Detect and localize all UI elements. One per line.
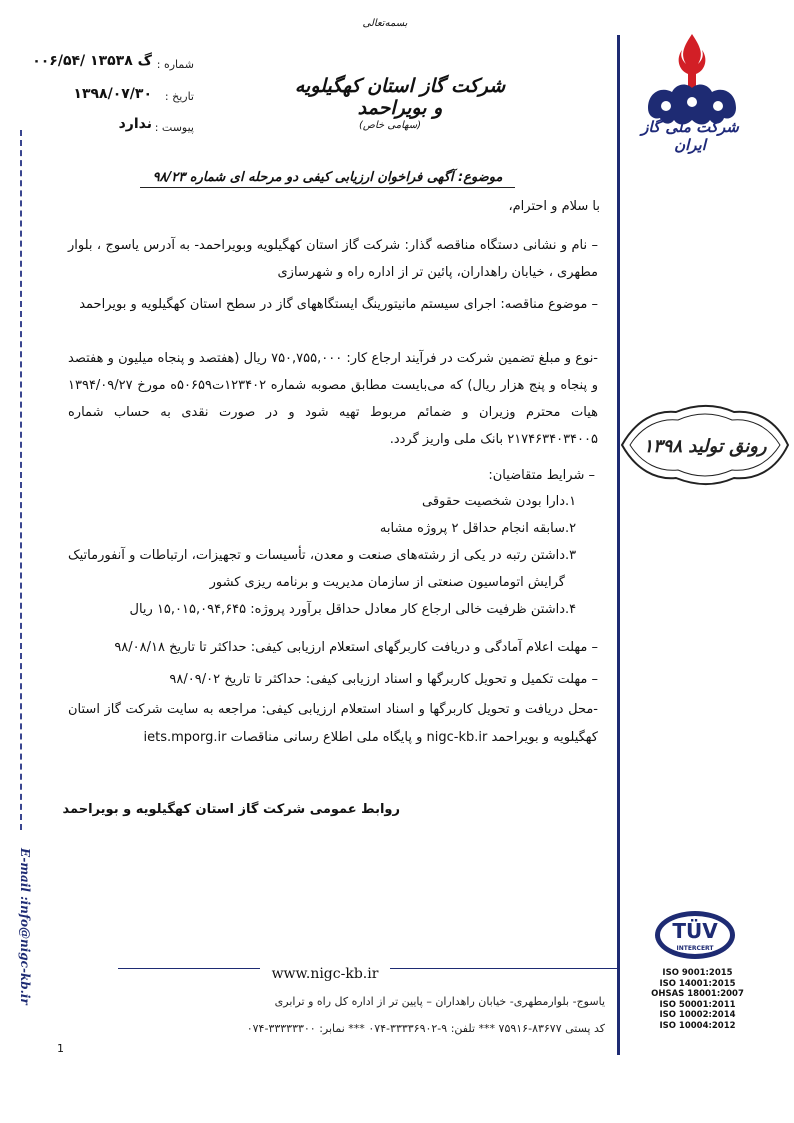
production-boom-stamp-icon <box>616 400 794 490</box>
page-number: 1 <box>57 1042 64 1055</box>
date-value: ۱۳۹۸/۰۷/۳۰ <box>73 86 152 102</box>
condition-number: ۲. <box>565 521 577 536</box>
iso-item: ISO 50001:2011 <box>659 999 736 1010</box>
condition-text: داشتن ظرفیت خالی ارجاع کار معادل حداقل برآورد پروژه: ۱۵,۰۱۵,۰۹۴,۶۴۵ ریال <box>129 602 565 617</box>
condition-text: داشتن رتبه در یکی از رشته‌های صنعت و معدن، تأسیسات و تجهیزات، ارتباطات و آنفورماتیک گرایش اتوماسیون صنعتی از سازمان مدیریت و برنامه ریزی کشور <box>68 548 565 590</box>
company-name: شرکت گاز استان کهگیلویه و بویراحمد <box>294 75 506 119</box>
tuv-certification-icon <box>650 905 740 965</box>
footer-website[interactable]: www.nigc-kb.ir <box>260 966 390 982</box>
condition-item <box>68 542 593 596</box>
footer-email[interactable]: E-mail :info@nigc-kb.ir <box>18 848 32 1005</box>
paragraph-guarantee: -نوع و مبلغ تضمین شرکت در فرآیند ارجاع کار: ۷۵۰,۷۵۵,۰۰۰ ریال (هفتصد و پنجاه میلیون و هفتصد و پنجاه و پنج هزار ریال) که می‌بایست مطابق مصوبه شماره ۱۲۳۴۰۲ت۵۰۶۵۹ه مورخ ۱۳۹۴/۰۹/۲۷ هیات محترم وزیران و ضمائم مربوط تهیه شود و در صورت نقدی به حساب شماره ۲۱۷۴۶۳۴۰۳۴۰۰۵ بانک ملی واریز گردد. <box>68 351 598 447</box>
condition-number: ۱. <box>565 494 577 509</box>
condition-text: سابقه انجام حداقل ۲ پروژه مشابه <box>379 521 565 536</box>
date-label: تاریخ : <box>164 90 194 103</box>
tuv-sub: INTERCERT <box>676 945 714 952</box>
company-type: (سهامی خاص) <box>358 120 422 131</box>
tuv-brand: TÜV <box>672 919 718 943</box>
conditions-list <box>68 488 593 623</box>
deadline-submission: – مهلت تکمیل و تحویل کاربرگها و اسناد ارزیابی کیفی: حداکثر تا تاریخ ۹۸/۰۹/۰۲ <box>169 672 598 687</box>
attachment-label: پیوست : <box>154 121 194 134</box>
logo-text: شرکت ملی گاز ایران <box>641 118 739 154</box>
footer-contact: کد پستی ۸۳۶۷۷-۷۵۹۱۶ *** تلفن: ۹-۳۳۳۳۶۹۰۲-۰۷۴ *** نمابر: ۳۳۳۳۳۳۰۰-۰۷۴ <box>246 1022 605 1035</box>
paragraph-location: -محل دریافت و تحویل کاربرگها و اسناد استعلام ارزیابی کیفی: مراجعه به سایت شرکت گاز استان کهگیلویه و بویراحمد nigc-kb.ir و پایگاه ملی اطلاع رسانی مناقصات iets.mporg.ir <box>68 702 598 745</box>
iso-list <box>650 968 745 1032</box>
signature: روابط عمومی شرکت گاز استان کهگیلویه و بویراحمد <box>62 802 400 817</box>
iso-item: ISO 9001:2015 <box>662 968 733 978</box>
letter-subject: موضوع: آگهی فراخوان ارزیابی کیفی دو مرحله ای شماره ۹۸/۲۳ <box>140 170 515 188</box>
condition-item <box>68 596 593 623</box>
iso-item: OHSAS 18001:2007 <box>651 989 744 1000</box>
paragraph-tender-organizer: – نام و نشانی دستگاه مناقصه گذار: شرکت گاز استان کهگیلویه وبویراحمد- به آدرس یاسوج ، بلوار مطهری ، خیابان راهداران، پائین تر از اداره راه و شهرسازی <box>68 238 598 280</box>
bismillah: بسمه‌تعالی <box>362 18 408 29</box>
greeting: با سلام و احترام، <box>508 199 600 214</box>
left-dashed-border <box>20 130 24 830</box>
paragraph-tender-subject: – موضوع مناقصه: اجرای سیستم مانیتورینگ ایستگاههای گاز در سطح استان کهگیلویه و بویراحمد <box>79 297 598 312</box>
condition-number: ۴. <box>565 602 577 617</box>
number-label: شماره : <box>156 58 194 71</box>
condition-text: دارا بودن شخصیت حقوقی <box>422 494 565 509</box>
number-value: گ ۱۳۵۳۸ /۰۰۶/۵۴ <box>32 53 152 69</box>
condition-item <box>68 488 593 515</box>
iso-item: ISO 14001:2015 <box>659 978 736 989</box>
condition-number: ۳. <box>565 548 577 563</box>
footer-address: یاسوج- بلوارمطهری- خیابان راهداران – پایین تر از اداره کل راه و ترابری <box>274 995 605 1008</box>
deadline-readiness: – مهلت اعلام آمادگی و دریافت کاربرگهای استعلام ارزیابی کیفی: حداکثر تا تاریخ ۹۸/۰۸/۱۸ <box>114 640 598 655</box>
attachment-value: ندارد <box>118 116 152 132</box>
vertical-divider <box>617 35 620 1055</box>
iso-item: ISO 10004:2012 <box>659 1020 736 1031</box>
conditions-title: – شرایط متقاضیان: <box>488 468 595 483</box>
condition-item <box>68 515 593 542</box>
stamp-text: رونق تولید ۱۳۹۸ <box>643 436 767 457</box>
iso-item: ISO 10002:2014 <box>659 1010 736 1021</box>
